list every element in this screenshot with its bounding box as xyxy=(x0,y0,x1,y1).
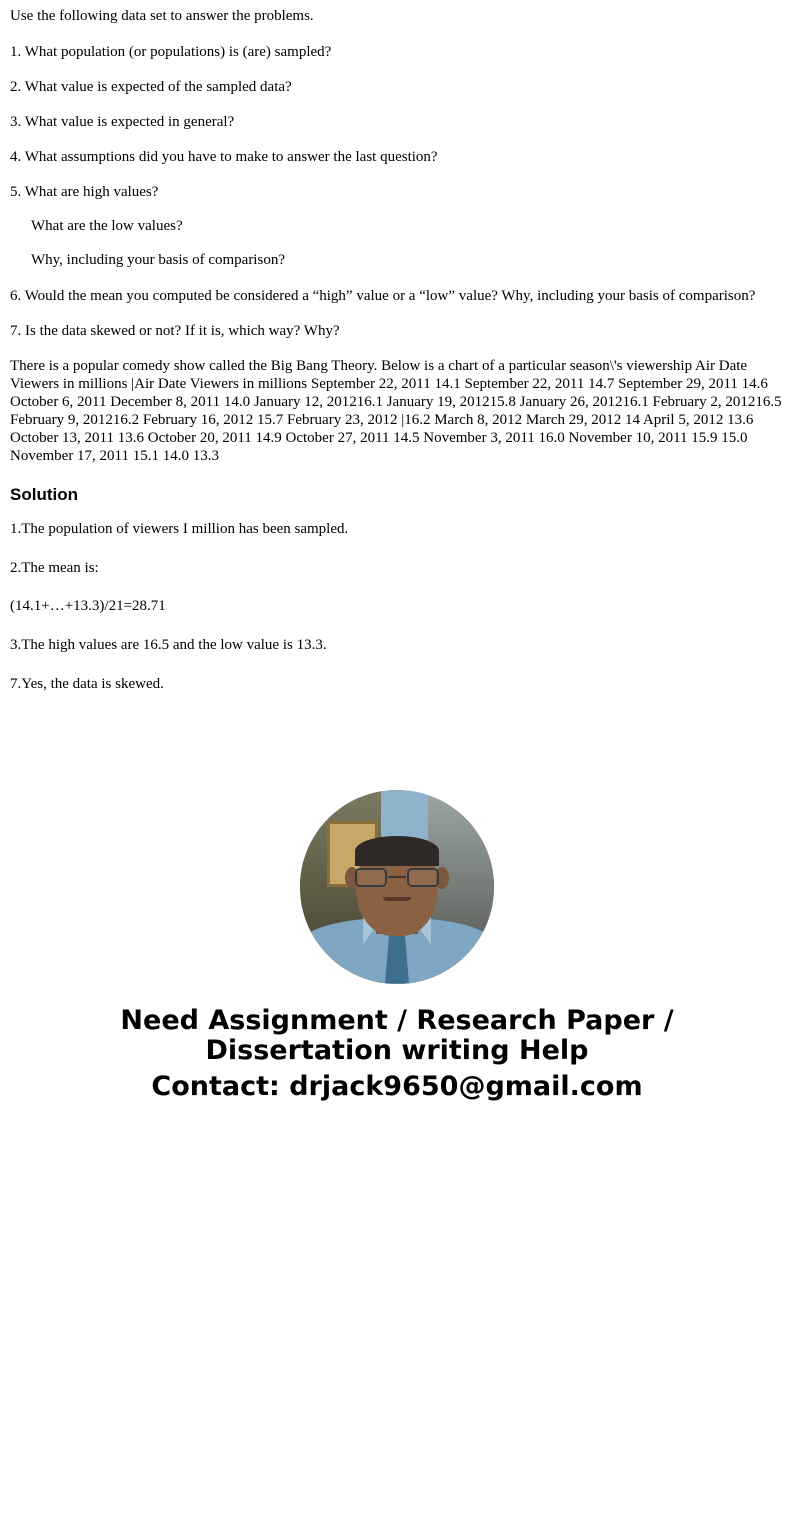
question-7: 7. Is the data skewed or not? If it is, which way? Why? xyxy=(10,323,340,340)
question-5-sub-b: Why, including your basis of comparison? xyxy=(31,252,285,269)
answer-2: 2.The mean is: xyxy=(10,559,99,576)
avatar-hair xyxy=(355,836,439,866)
question-1: 1. What population (or populations) is (are) sampled? xyxy=(10,43,332,60)
question-4: 4. What assumptions did you have to make to answer the last question? xyxy=(10,148,438,165)
question-5-sub-a: What are the low values? xyxy=(31,217,183,234)
glasses-icon xyxy=(354,868,440,888)
answer-7: 7.Yes, the data is skewed. xyxy=(10,675,164,692)
promo-block xyxy=(10,790,784,1123)
question-3: 3. What value is expected in general? xyxy=(10,113,235,130)
intro-text: Use the following data set to answer the problems. xyxy=(10,8,314,24)
avatar xyxy=(300,790,494,984)
solution-heading: Solution xyxy=(10,485,78,505)
answer-3: 3.The high values are 16.5 and the low value is 13.3. xyxy=(10,637,327,654)
promo-headline: Need Assignment / Research Paper / Dissertation writing Help xyxy=(120,1004,674,1066)
avatar-wrapper xyxy=(10,790,784,984)
avatar-mouth xyxy=(383,897,411,901)
dataset-paragraph: There is a popular comedy show called the Big Bang Theory. Below is a chart of a particular season\'s viewership Air Date Viewers in millions |Air Date Viewers in millions September 22, 2011 14.1 September 22, 2011 14.7 September 29, 2011 14.6 October 6, 2011 December 8, 2011 14.0 January 12, 201216.1 January 19, 201215.8 January 26, 201216.1 February 2, 201216.5 February 9, 201216.2 February 16, 2012 15.7 February 23, 2012 |16.2 March 8, 2012 March 29, 2012 14 April 5, 2012 13.6 October 13, 2011 13.6 October 20, 2011 14.9 October 27, 2011 14.5 November 3, 2011 16.0 November 10, 2011 15.9 15.0 November 17, 2011 15.1 14.0 13.3 xyxy=(10,358,782,465)
answer-2-formula: (14.1+…+13.3)/21=28.71 xyxy=(10,598,166,615)
question-6: 6. Would the mean you computed be considered a “high” value or a “low” value? Why, including your basis of comparison? xyxy=(10,288,756,305)
promo-contact: Contact: drjack9650@gmail.com xyxy=(151,1071,643,1103)
question-5: 5. What are high values? xyxy=(10,183,159,200)
answer-1: 1.The population of viewers I million has been sampled. xyxy=(10,521,349,538)
question-2: 2. What value is expected of the sampled data? xyxy=(10,78,292,95)
